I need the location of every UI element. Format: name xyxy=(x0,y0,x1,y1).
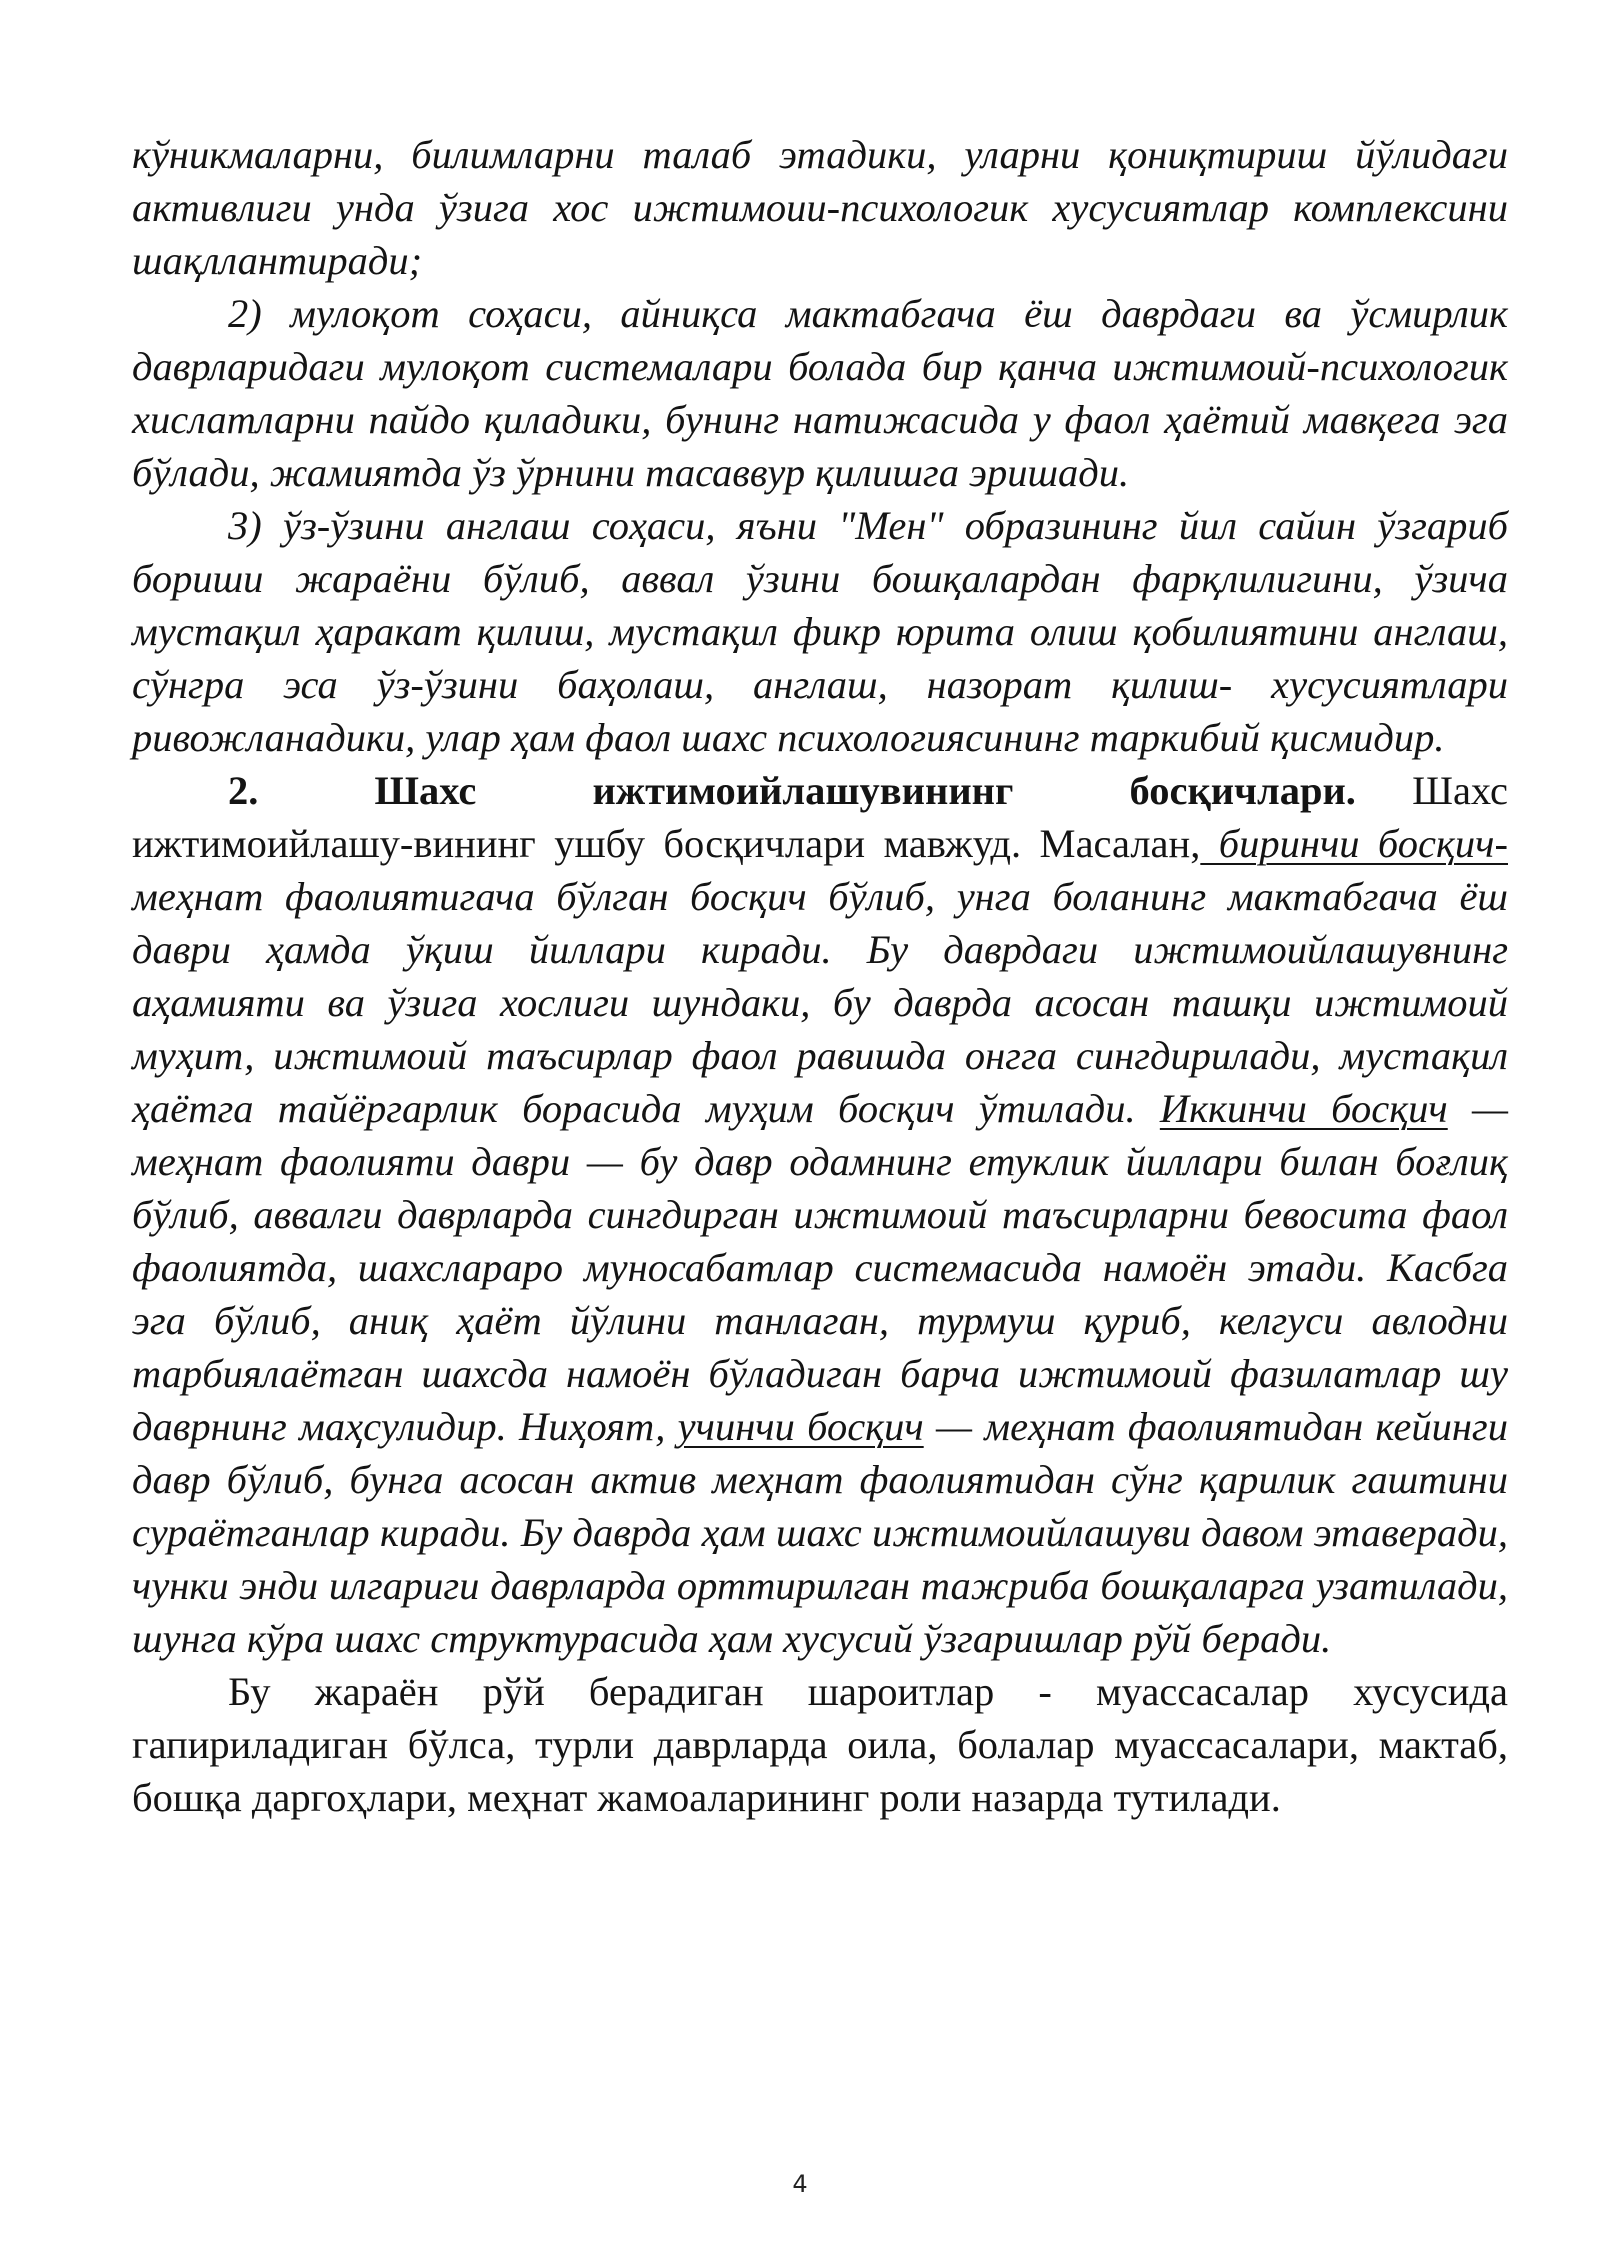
paragraph-institutions: Бу жараён рўй берадиган шароитлар - муассасалар хусусида гапириладиган бўлса, турли даврларда оила, болалар муассасалари, мактаб, бошқа даргоҳлари, меҳнат жамоаларининг роли назарда тутилади. xyxy=(132,1669,1508,1820)
stage-two-text: — меҳнат фаолияти даври — бу давр одамнинг етуклик йиллари билан боғлиқ бўлиб, аввалги даврларда сингдирган ижтимоий таъсирларни бевосита фаол фаолиятда, шахслараро муносабатлар системасида намоён этади. Касбга эга бўлиб, аниқ ҳаёт йўлини танлаган, турмуш қуриб, келгуси авлодни тарбиялаётган шахсда намоён бўладиган барча ижтимоий фазилатлар шу даврнинг маҳсулидир. Ниҳоят, xyxy=(132,1086,1508,1449)
document-page xyxy=(132,128,1508,1824)
stage-three-label: учинчи босқич xyxy=(677,1404,924,1449)
paragraph-continuation: кўникмаларни, билимларни талаб этадики, уларни қониқтириш йўлидаги активлиги унда ўзига хос ижтимоии-психологик хусусиятлар комплексини шақллантиради; xyxy=(132,132,1508,283)
paragraph-communication-sphere: 2) мулоқот соҳаси, айниқса мактабгача ёш даврдаги ва ўсмирлик даврларидаги мулоқот системалари болада бир қанча ижтимоий-психологик хислатларни пайдо қиладики, бунинг натижасида у фаол ҳаётий мавқега эга бўлади, жамиятда ўз ўрнини тасаввур қилишга эришади. xyxy=(132,291,1508,495)
stage-two-label: Иккинчи босқич xyxy=(1159,1086,1448,1131)
paragraph-self-awareness-sphere: 3) ўз-ўзини англаш соҳаси, яъни "Мен" образининг йил сайин ўзгариб бориши жараёни бўлиб, аввал ўзини бошқалардан фарқлилигини, ўзича мустақил ҳаракат қилиш, мустақил фикр юрита олиш қобилиятини англаш, сўнгра эса ўз-ўзини баҳолаш, англаш, назорат қилиш- хусусиятлари ривожланадики, улар ҳам фаол шахс психологиясининг таркибий қисмидир. xyxy=(132,503,1508,760)
section-heading: 2. Шахс ижтимоийлашувининг босқичлари. xyxy=(228,768,1356,813)
stage-three-text: — меҳнат фаолиятидан кейинги давр бўлиб, бунга асосан актив меҳнат фаолиятидан сўнг қарилик гаштини сураётганлар киради. Бу даврда ҳам шахс ижтимоийлашуви давом этаверади, чунки энди илгариги даврларда орттирилган тажриба бошқаларга узатилади, шунга кўра шахс структурасида ҳам хусусий ўзгаришлар рўй беради. xyxy=(132,1404,1508,1661)
stage-one-text: меҳнат фаолиятигача бўлган босқич бўлиб, унга боланинг мактабгача ёш даври ҳамда ўқиш йиллари киради. Бу даврдаги ижтимоийлашувнинг аҳамияти ва ўзига хослиги шундаки, бу даврда асосан ташқи ижтимоий муҳит, ижтимоий таъсирлар фаол равишда онгга сингдирилади, мустақил ҳаётга тайёргарлик борасида муҳим босқич ўтилади. xyxy=(132,874,1508,1131)
stage-one-label: биринчи босқич- xyxy=(1200,821,1508,866)
paragraph-socialization-stages xyxy=(132,764,1508,1665)
stages-lead-text: Шахс ижтимоийлашу-вининг ушбу босқичлари мавжуд. Масалан, xyxy=(132,768,1508,866)
page-number: 4 xyxy=(792,2170,808,2198)
